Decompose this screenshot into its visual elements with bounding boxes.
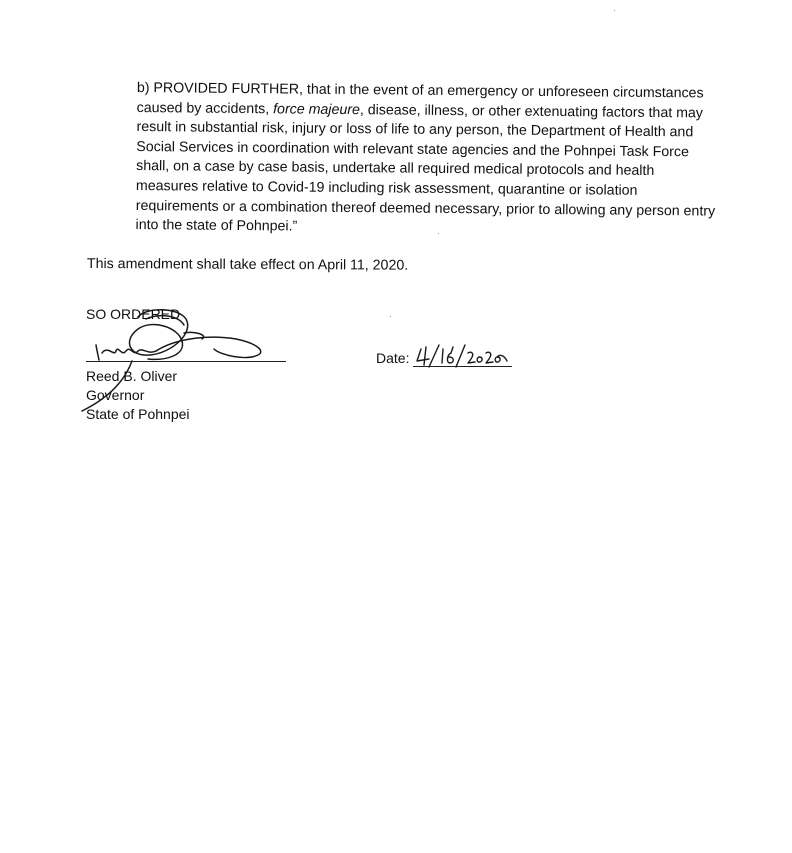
effective-date-statement: This amendment shall take effect on April 11, 2020. [86, 255, 409, 274]
clause-b-paragraph [135, 79, 716, 241]
scan-speck [390, 316, 391, 317]
clause-b-lead: b) PROVIDED FURTHER, that in the event of an emergency or unforeseen circumstances caused by accidents, [136, 79, 704, 117]
signer-name: Reed B. Oliver [86, 368, 178, 384]
signature-block [86, 305, 386, 435]
signer-title: Governor [86, 387, 145, 403]
clause-b-rest: , disease, illness, or other extenuating factors that may result in substantial risk, injury or loss of life to any person, the Department of Health and Social Services in coordination with relevant state agencies and the Pohnpei Task Force shall, on a case by case basis, undertake all required medical protocols and health measures relative to Covid-19 including risk assessment, quarantine or isolation requirements or a combination thereof deemed necessary, prior to allowing any person entry into the state of Pohnpei.” [135, 101, 716, 235]
date-field [376, 343, 526, 373]
clause-b-italic-term: force majeure [273, 100, 360, 118]
date-label: Date: [376, 350, 410, 366]
so-ordered-label: SO ORDERED [86, 306, 181, 322]
handwritten-signature [86, 305, 386, 415]
scan-speck [614, 10, 615, 11]
handwritten-date [413, 343, 513, 369]
signer-state: State of Pohnpei [86, 406, 190, 422]
